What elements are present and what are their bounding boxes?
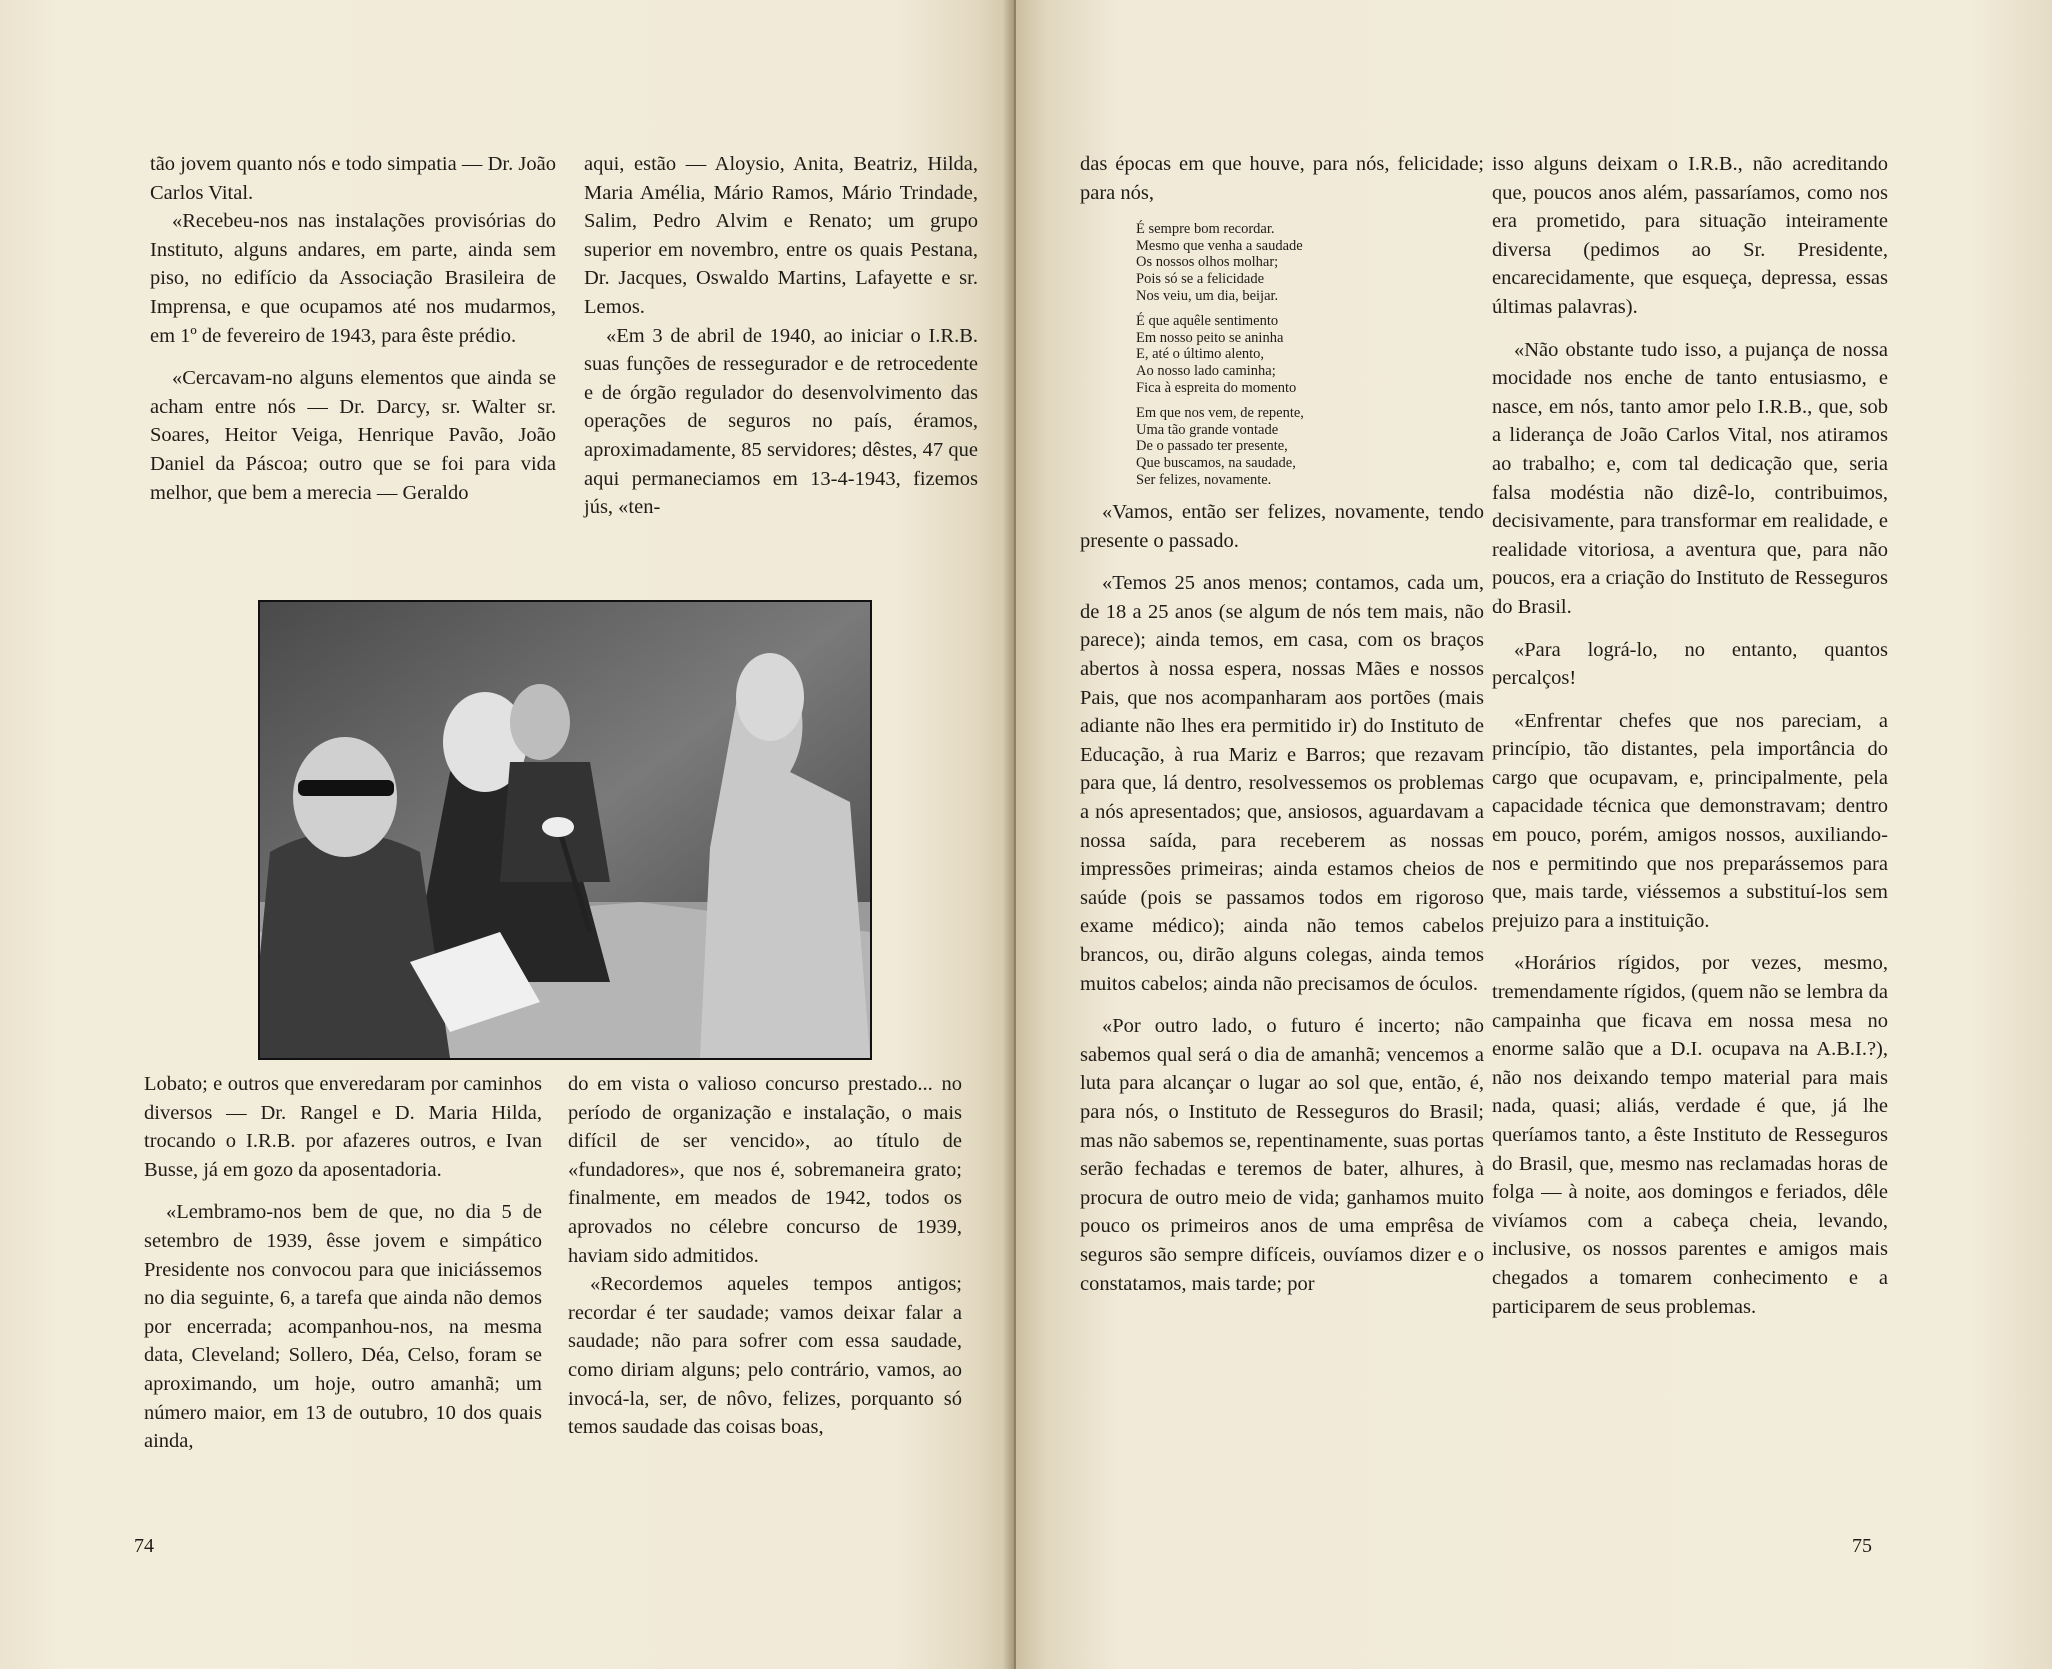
paragraph: «Cercavam-no alguns elementos que ainda se acham entre nós — Dr. Darcy, sr. Walter sr. Soares, Heitor Veiga, Henrique Pavão, João Daniel da Páscoa; outro que se foi para vida melhor, que bem a merecia — Geraldo: [150, 367, 556, 504]
paragraph: «Para lográ-lo, no entanto, quantos percalços!: [1492, 638, 1888, 690]
paragraph: do em vista o valioso concurso prestado... no período de organização e instalação, o mais difícil de ser vencido», ao título de «fundadores», que nos é, sobremaneira grato; finalmente, em meados de 1942, todos os aprovados no célebre concurso de 1939, haviam sido admitidos.: [568, 1073, 962, 1267]
poem-line: Ao nosso lado caminha;: [1136, 362, 1276, 379]
page-number-left: 74: [134, 1535, 154, 1557]
left-page: [0, 0, 1016, 1669]
poem-line: Uma tão grande vontade: [1136, 421, 1279, 438]
left-col2-bottom: [568, 1070, 962, 1442]
right-col2: [1492, 150, 1888, 1321]
paragraph: «Por outro lado, o futuro é incerto; não sabemos qual será o dia de amanhã; vencemos a luta para alcançar o lugar ao sol que, então, é, para nós, o Instituto de Resseguros do Brasil; mas não sabemos se, repentinamente, suas portas serão fechadas e teremos de bater, alhures, à procura de outro meio de vida; ganhamos muito pouco os primeiros anos de uma emprêsa de seguros são sempre difíceis, ouvíamos dizer e o constatamos, mais tarde; por: [1080, 1015, 1484, 1295]
paragraph: «Horários rígidos, por vezes, mesmo, tremendamente rígidos, (quem não se lembra da campainha que ficava em nossa mesa no enorme salão que a D.I. ocupava na A.B.I.?), não nos deixando tempo material para mais nada, quasi; aliás, verdade é que, já lhe queríamos tanto, a êste Instituto de Resseguros do Brasil, que, mesmo nas reclamadas horas de folga — à noite, aos domingos e feriados, dêle vivíamos com a cabeça cheia, levando, inclusive, os nossos parentes e amigos mais chegados a tomarem conhecimento e a participarem de seus problemas.: [1492, 952, 1888, 1318]
poem-line: Fica à espreita do momento: [1136, 379, 1297, 396]
paragraph: «Em 3 de abril de 1940, ao iniciar o I.R.B. suas funções de ressegurador e de retrocedente e de órgão regulador do desenvolvimento das operações de seguros no país, éramos, aproximadamente, 85 servidores; dêstes, 47 que aqui permaneciamos em 13-4-1943, fizemos jús, «ten-: [584, 324, 978, 519]
paragraph: tão jovem quanto nós e todo simpatia — Dr. João Carlos Vital.: [150, 153, 556, 204]
poem-line: É que aquêle sentimento: [1136, 313, 1279, 330]
poem-line: Em que nos vem, de repente,: [1136, 405, 1304, 422]
page-number-right: 75: [1852, 1535, 1872, 1557]
paragraph: «Não obstante tudo isso, a pujança de nossa mocidade nos enche de tanto entusiasmo, e nasce, em nós, tanto amor pelo I.R.B., que, sob a liderança de João Carlos Vital, nos atiramos ao trabalho; e, com tal dedicação que, seria falsa modéstia não dizê-lo, contribuimos, decisivamente, para transformar em realidade, e realidade vitoriosa, a aventura que, para não poucos, era a criação do Instituto de Resseguros do Brasil.: [1492, 338, 1888, 618]
poem-line: É sempre bom recordar.: [1136, 221, 1275, 238]
photo-ceremony: [258, 600, 872, 1060]
right-page: [1016, 0, 2052, 1669]
poem-line: Em nosso peito se aninha: [1136, 329, 1284, 346]
paragraph: Lobato; e outros que enveredaram por caminhos diversos — Dr. Rangel e D. Maria Hilda, trocando o I.R.B. por afazeres outros, e Ivan Busse, já em gozo da aposentadoria.: [144, 1073, 542, 1181]
paragraph: aqui, estão — Aloysio, Anita, Beatriz, Hilda, Maria Amélia, Mário Ramos, Mário Trindade, Salim, Pedro Alvim e Renato; um grupo superior em novembro, entre os quais Pestana, Dr. Jacques, Oswaldo Martins, Lafayette e sr. Lemos.: [584, 153, 978, 318]
poem-line: Pois só se a felicidade: [1136, 270, 1265, 287]
paragraph: isso alguns deixam o I.R.B., não acreditando que, poucos anos além, passaríamos, como nos era prometido, para situação inteiramente diversa (pedimos ao Sr. Presidente, encarecidamente, que esqueça, depressa, essas últimas palavras).: [1492, 153, 1888, 318]
poem-line: Os nossos olhos molhar;: [1136, 254, 1279, 271]
paragraph: «Lembramo-nos bem de que, no dia 5 de setembro de 1939, êsse jovem e simpático Presidente nos convocou para que iniciássemos no dia seguinte, 6, a tarefa que ainda não demos por encerrada; acompanhou-nos, na mesma data, Cleveland; Sollero, Déa, Celso, foram se aproximando, um hoje, outro amanhã; um número maior, em 13 de outubro, 10 dos quais ainda,: [144, 1201, 542, 1453]
right-col1: [1080, 150, 1484, 1298]
paragraph: «Enfrentar chefes que nos pareciam, a princípio, tão distantes, pela importância do cargo que ocupavam, e, principalmente, pela capacidade técnica que demonstravam; dentro em pouco, porém, amigos nossos, auxiliando-nos e permitindo que nos preparássemos para que, mais tarde, viéssemos a substituí-los sem prejuizo para a instituição.: [1492, 709, 1888, 932]
poem-stanza: [1136, 313, 1484, 396]
paragraph: «Recordemos aqueles tempos antigos; recordar é ter saudade; vamos deixar falar a saudade; não para sofrer com essa saudade, como diriam alguns; pelo contrário, vamos, ao invocá-la, ser, de nôvo, felizes, porquanto só temos saudade das coisas boas,: [568, 1273, 962, 1439]
poem: [1136, 221, 1484, 488]
left-col2-top: [584, 150, 978, 522]
paragraph: das épocas em que houve, para nós, felicidade; para nós,: [1080, 153, 1484, 204]
poem-line: Nos veiu, um dia, beijar.: [1136, 287, 1279, 304]
paragraph: «Temos 25 anos menos; contamos, cada um, de 18 a 25 anos (se algum de nós tem mais, não parece); ainda temos, em casa, com os braços abertos à nossa espera, nossas Mães e nossos Pais, que nos acompanharam aos portões (mais adiante não lhes era permitido ir) do Instituto de Educação, à rua Mariz e Barros; que rezavam para que, lá dentro, resolvessemos os problemas a nós apresentados; que, ansiosos, aguardavam a nossa saída, para receberem as nossas impressões primeiras; ainda estamos cheios de saúde (pois se passamos todos em rigoroso exame médico); ainda não temos cabelos brancos, ou, dirão alguns colegas, ainda temos muitos cabelos; ainda não precisamos de óculos.: [1080, 572, 1484, 995]
poem-line: Que buscamos, na saudade,: [1136, 454, 1296, 471]
left-col1-bottom: [144, 1070, 542, 1456]
poem-line: Ser felizes, novamente.: [1136, 471, 1272, 488]
poem-line: De o passado ter presente,: [1136, 438, 1288, 455]
left-col1-top: [150, 150, 556, 507]
paragraph: «Recebeu-nos nas instalações provisórias do Instituto, alguns andares, em parte, ainda sem piso, no edifício da Associação Brasileira de Imprensa, e que ocupamos até nos mudarmos, em 1º de fevereiro de 1943, para êste prédio.: [150, 210, 556, 347]
paragraph: «Vamos, então ser felizes, novamente, tendo presente o passado.: [1080, 501, 1484, 552]
poem-stanza: [1136, 221, 1484, 304]
poem-line: E, até o último alento,: [1136, 346, 1265, 363]
poem-stanza: [1136, 405, 1484, 488]
photo-image: [260, 602, 870, 1058]
poem-line: Mesmo que venha a saudade: [1136, 237, 1303, 254]
